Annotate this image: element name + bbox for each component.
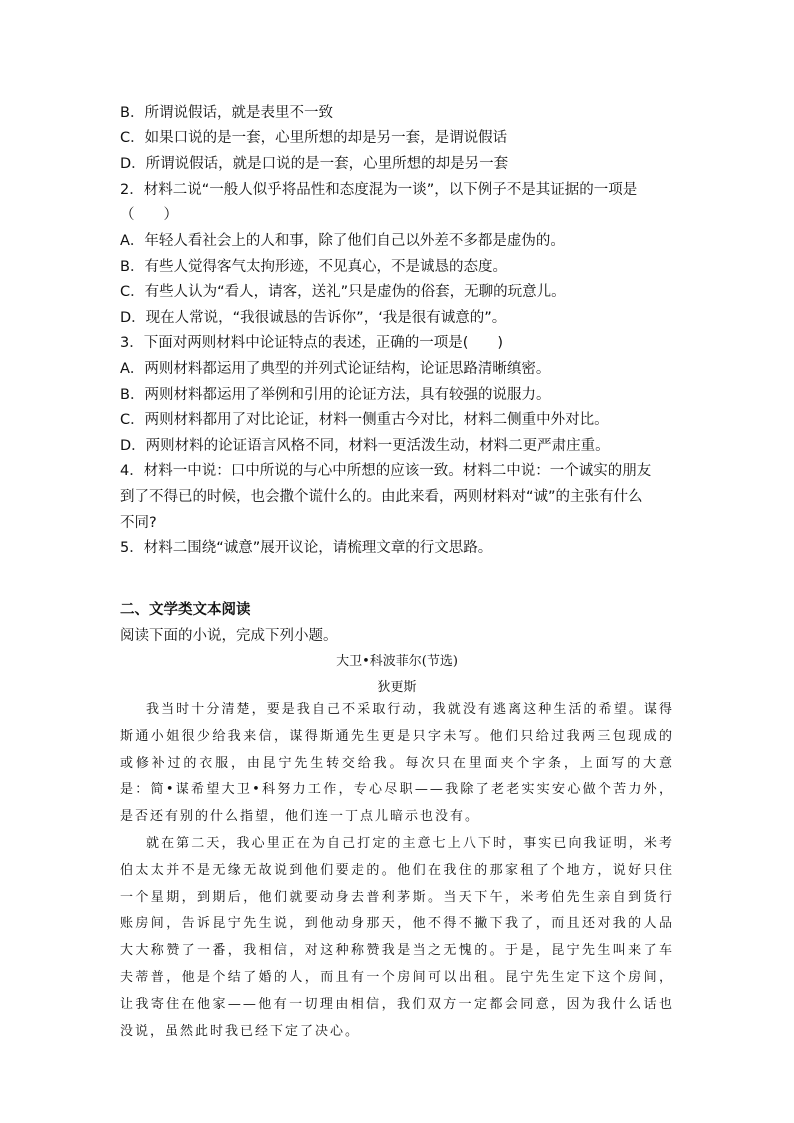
q3-option-a: A．两则材料都运用了典型的并列式论证结构，论证思路清晰缜密。 — [120, 361, 551, 377]
story-body — [120, 697, 674, 1045]
q5-question: 5．材料二围绕“诚意”展开议论，请梳理文章的行文思路。 — [120, 540, 493, 556]
q2-answer-blank: （ ） — [120, 207, 178, 223]
q3-option-b: B．两则材料都运用了举例和引用的论证方法，具有较强的说服力。 — [120, 387, 551, 403]
q2-option-d: D．现在人常说，“我很诚恳的告诉你”，‘我是很有诚意的”。 — [120, 310, 507, 326]
q1-option-d: D．所谓说假话，就是口说的是一套，心里所想的却是另一套 — [120, 156, 509, 172]
q4-line-1: 4．材料一中说：口中所说的与心中所想的应该一致。材料二中说：一个诚实的朋友 — [120, 463, 652, 479]
q3-option-d: D．两则材料的论证语言风格不同，材料一更活泼生动，材料二更严肃庄重。 — [120, 438, 610, 454]
section-heading: 二、文学类文本阅读 — [120, 602, 251, 618]
q2-option-c: C．有些人认为“看人，请客，送礼”只是虚伪的俗套，无聊的玩意儿。 — [120, 284, 566, 300]
q1-option-c: C．如果口说的是一套，心里所想的却是另一套，是谓说假话 — [120, 130, 508, 146]
story-title: 大卫•科波菲尔(节选) — [336, 654, 458, 669]
q2-option-b: B．有些人觉得客气太拘形迹，不见真心，不是诚恳的态度。 — [120, 259, 507, 275]
story-paragraph-2: 就在第二天，我心里正在为自己打定的主意七上八下时，事实已向我证明，米考伯太太并不是无缘无故说到他们要走的。他们在我住的那家租了个地方，说好只住一个星期，到期后，他们就要动身去普利茅斯。当天下午，米考伯先生亲自到货行账房间，告诉昆宁先生说，到他动身那天，他不得不撇下我了，而且还对我的人品大大称赞了一番，我相信，对这种称赞我是当之无愧的。于是，昆宁先生叫来了车夫蒂普，他是个结了婚的人，而且有一个房间可以出租。昆宁先生定下这个房间，让我寄住在他家——他有一切理由相信，我们双方一定都会同意，因为我什么话也没说，虽然此时我已经下定了决心。 — [120, 835, 674, 1039]
q4-line-2: 到了不得已的时候，也会撒个谎什么的。由此来看，两则材料对“诚”的主张有什么 — [120, 489, 643, 505]
story-paragraph-1: 我当时十分清楚，要是我自己不采取行动，我就没有逃离这种生活的希望。谋得斯通小姐很少给我来信，谋得斯通先生更是只字未写。他们只给过我两三包现成的或修补过的衣服，由昆宁先生转交给我。每次只在里面夹个字条，上面写的大意是：简•谋希望大卫•科努力工作，专心尽职——我除了老老实实安心做个苦力外，是否还有别的什么指望，他们连一丁点儿暗示也没有。 — [120, 702, 674, 825]
story-author: 狄更斯 — [377, 680, 417, 695]
q3-stem: 3．下面对两则材料中论证特点的表述，正确的一项是( ) — [120, 335, 504, 351]
q4-line-3: 不同? — [120, 515, 157, 531]
reading-instruction: 阅读下面的小说，完成下列小题。 — [120, 628, 338, 644]
q1-option-b: B．所谓说假话，就是表里不一致 — [120, 105, 333, 121]
q2-stem: 2．材料二说“一般人似乎将品性和态度混为一谈”，以下例子不是其证据的一项是 — [120, 182, 638, 198]
q2-option-a: A．年轻人看社会上的人和事，除了他们自己以外差不多都是虚伪的。 — [120, 233, 565, 249]
q3-option-c: C．两则材料都用了对比论证，材料一侧重古今对比，材料二侧重中外对比。 — [120, 412, 609, 428]
